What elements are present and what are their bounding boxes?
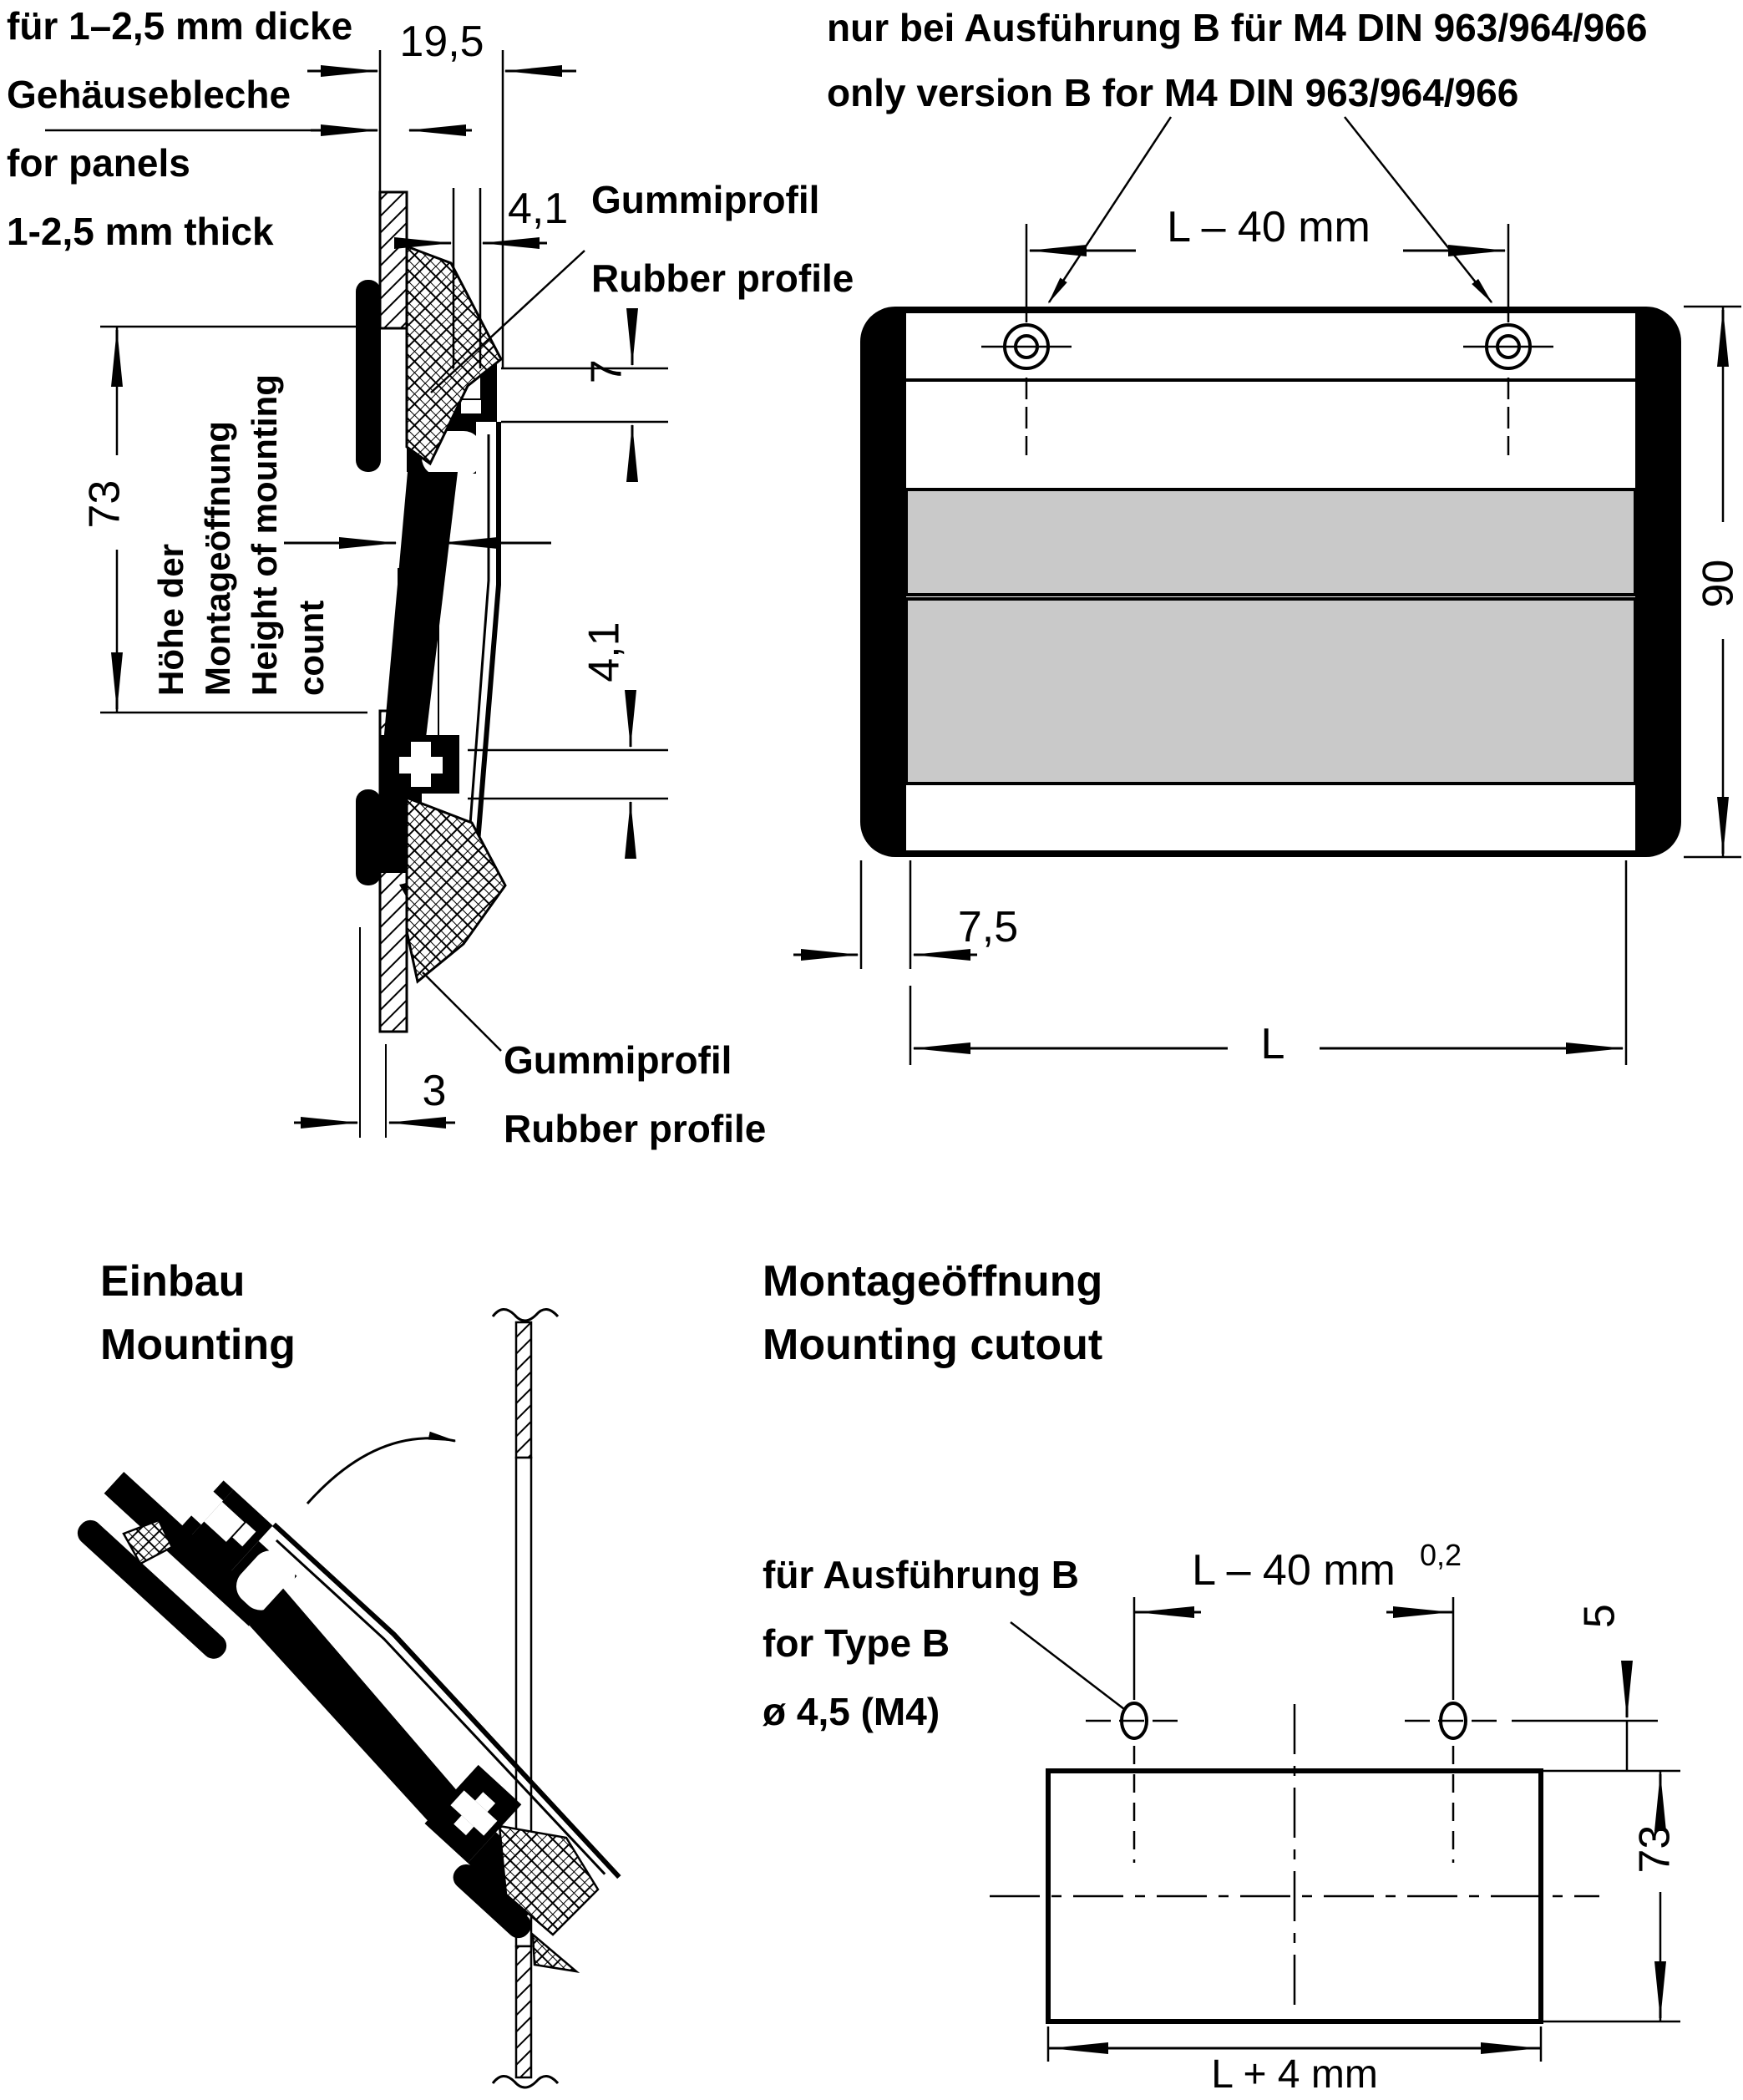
panel-note-line4: 1-2,5 mm thick <box>7 210 274 253</box>
cutout-height-note-line4: count <box>291 600 331 696</box>
cutout-height-note-line3: Height of mounting <box>245 374 284 696</box>
panel-note-line1: für 1–2,5 mm dicke <box>7 4 353 48</box>
type-note-line3: ø 4,5 (M4) <box>763 1690 940 1733</box>
dim-cutout-height: 73 <box>1630 1824 1680 1874</box>
dim-cutout-height-section: 73 <box>80 479 129 529</box>
dim-handle-depth: 19,5 <box>399 18 484 66</box>
cutout-height-note-line2: Montageöffnung <box>198 421 237 696</box>
rubber-label-bottom-en: Rubber profile <box>504 1107 767 1150</box>
front-note-en: only version B for M4 DIN 963/964/966 <box>827 71 1519 114</box>
dim-web-thickness: 7 <box>407 494 432 542</box>
mounting-title-en: Mounting <box>100 1321 296 1369</box>
dim-length: L <box>1260 1020 1285 1068</box>
dim-screw-slot-width: 4,1 <box>508 185 569 233</box>
mounting-view <box>69 1309 637 2087</box>
dim-hole-spacing-tolerance: 0,2 <box>1420 1538 1462 1572</box>
front-view <box>793 117 1741 1065</box>
type-note-line2: for Type B <box>763 1621 950 1665</box>
panel-note-line3: for panels <box>7 141 190 185</box>
dim-lip-gap: 3 <box>422 1067 447 1115</box>
dim-hole-spacing-cutout: L – 40 mm <box>1192 1546 1396 1595</box>
dim-flange-thickness: 7 <box>582 359 631 384</box>
dim-lower-slot-width: 4,1 <box>580 621 629 682</box>
dim-cutout-length: L + 4 mm <box>1211 2052 1378 2097</box>
dim-height-front: 90 <box>1694 559 1743 608</box>
rubber-label-top-en: Rubber profile <box>591 256 854 300</box>
rubber-label-bottom-de: Gummiprofil <box>504 1038 732 1082</box>
dim-end-offset: 7,5 <box>957 903 1019 951</box>
dim-hole-spacing-front: L – 40 mm <box>1167 203 1371 251</box>
dim-hole-offset: 5 <box>1575 1604 1624 1629</box>
front-note-de: nur bei Ausführung B für M4 DIN 963/964/966 <box>827 6 1648 49</box>
type-note-line1: für Ausführung B <box>763 1553 1080 1596</box>
cutout-title-de: Montageöffnung <box>763 1257 1103 1306</box>
cutout-title-en: Mounting cutout <box>763 1321 1103 1369</box>
panel-note-line2: Gehäusebleche <box>7 73 291 116</box>
mounting-title-de: Einbau <box>100 1257 246 1306</box>
cutout-height-note-line1: Höhe der <box>151 543 190 696</box>
rubber-label-top-de: Gummiprofil <box>591 178 820 221</box>
